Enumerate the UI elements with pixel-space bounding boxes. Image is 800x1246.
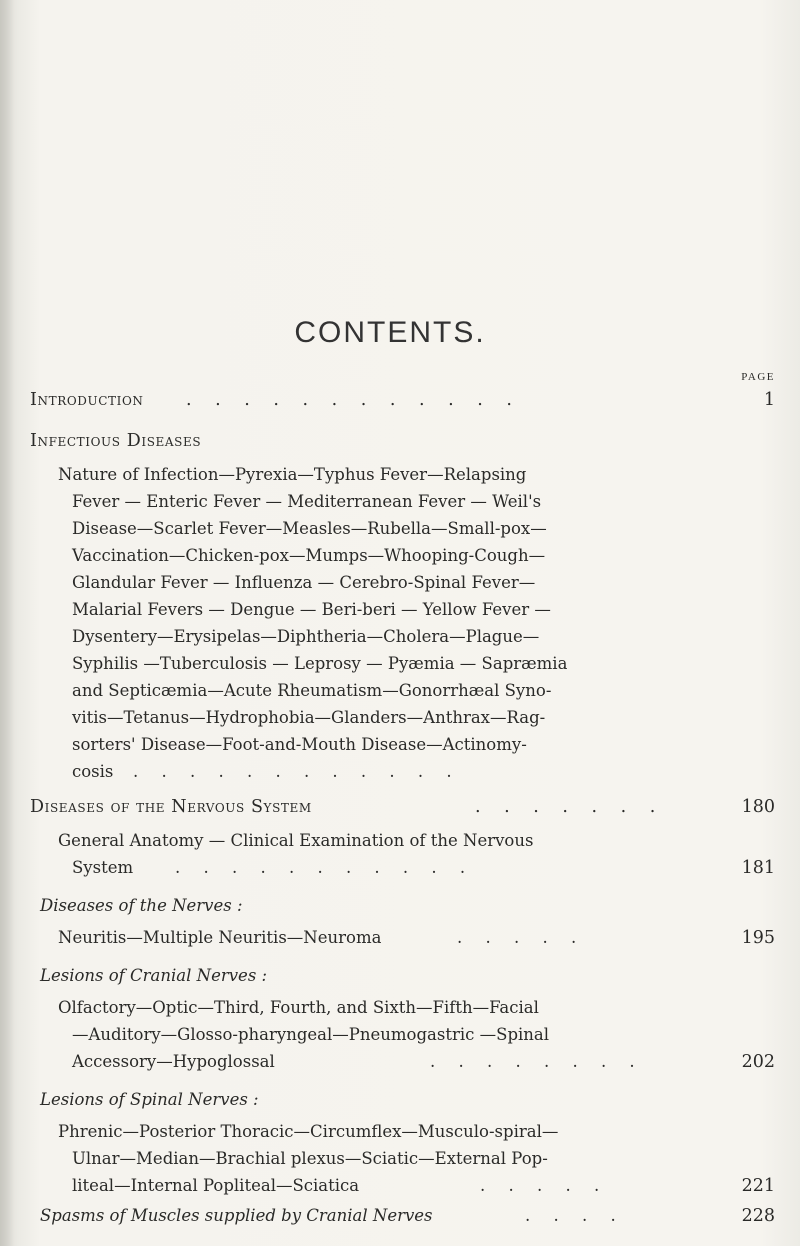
toc-text-line: liteal—Internal Popliteal—Sciatica xyxy=(72,1176,360,1195)
toc-subheading-spinal-nerves[interactable]: Lesions of Spinal Nerves : xyxy=(40,1090,259,1109)
page-number-introduction: 1 xyxy=(763,390,775,410)
leader-dots: . . . . . . . . . . . . xyxy=(186,390,521,410)
page-number-cranial-nerves: 202 xyxy=(741,1052,775,1072)
toc-subheading-cranial-nerves[interactable]: Lesions of Cranial Nerves : xyxy=(40,966,268,985)
toc-text-line: Ulnar—Median—Brachial plexus—Sciatic—External Pop- xyxy=(72,1149,548,1168)
toc-text-line: Disease—Scarlet Fever—Measles—Rubella—Small-pox— xyxy=(72,519,547,538)
page-number-spinal-nerves: 221 xyxy=(741,1176,775,1196)
leader-dots: . . . . . . . . . . . xyxy=(175,858,475,877)
page-number-nervous-system: 180 xyxy=(741,797,775,817)
toc-text-line: Olfactory—Optic—Third, Fourth, and Sixth—Fifth—Facial xyxy=(58,998,539,1017)
page-binding-shadow xyxy=(0,0,14,1246)
toc-text-line: System xyxy=(72,858,134,877)
toc-subheading-nerves[interactable]: Diseases of the Nerves : xyxy=(40,896,243,915)
toc-text-line: and Septicæmia—Acute Rheumatism—Gonorrhæal Syno- xyxy=(72,681,552,700)
page-title: CONTENTS. xyxy=(294,316,486,349)
toc-text-line: Malarial Fevers — Dengue — Beri-beri — Yellow Fever — xyxy=(72,600,551,619)
toc-text-line: Nature of Infection—Pyrexia—Typhus Fever—Relapsing xyxy=(58,465,527,484)
toc-heading-introduction[interactable]: Introduction xyxy=(30,390,144,410)
page-number-general-anatomy: 181 xyxy=(741,858,775,878)
page-column-label: PAGE xyxy=(741,371,775,383)
toc-heading-infectious-diseases[interactable]: Infectious Diseases xyxy=(30,431,202,451)
toc-text-line: cosis xyxy=(72,762,114,781)
leader-dots: . . . . . xyxy=(480,1176,609,1195)
toc-text-line: Phrenic—Posterior Thoracic—Circumflex—Musculo-spiral— xyxy=(58,1122,559,1141)
leader-dots: . . . . xyxy=(525,1206,625,1225)
leader-dots: . . . . . xyxy=(457,928,586,947)
page-number-nerves: 195 xyxy=(741,928,775,948)
toc-text-line: sorters' Disease—Foot-and-Mouth Disease—Actinomy- xyxy=(72,735,527,754)
toc-text-line: Fever — Enteric Fever — Mediterranean Fever — Weil's xyxy=(72,492,542,511)
toc-text-line: —Auditory—Glosso-pharyngeal—Pneumogastric —Spinal xyxy=(72,1025,550,1044)
toc-text-line: General Anatomy — Clinical Examination of the Nervous xyxy=(58,831,534,850)
toc-text-line: vitis—Tetanus—Hydrophobia—Glanders—Anthrax—Rag- xyxy=(72,708,546,727)
toc-subheading-spasms[interactable]: Spasms of Muscles supplied by Cranial Nerves xyxy=(40,1206,433,1225)
toc-text-line: Accessory—Hypoglossal xyxy=(72,1052,275,1071)
toc-text-line: Neuritis—Multiple Neuritis—Neuroma xyxy=(58,928,382,947)
leader-dots: . . . . . . . . . . . . xyxy=(133,762,461,781)
toc-text-line: Dysentery—Erysipelas—Diphtheria—Cholera—Plague— xyxy=(72,627,540,646)
page-number-spasms: 228 xyxy=(741,1206,775,1226)
leader-dots: . . . . . . . . xyxy=(430,1052,644,1071)
toc-text-line: Syphilis —Tuberculosis — Leprosy — Pyæmia — Sapræmia xyxy=(72,654,568,673)
toc-text-line: Vaccination—Chicken-pox—Mumps—Whooping-Cough— xyxy=(72,546,546,565)
leader-dots: . . . . . . . xyxy=(475,797,665,817)
toc-heading-nervous-system[interactable]: Diseases of the Nervous System xyxy=(30,797,312,817)
toc-text-line: Glandular Fever — Influenza — Cerebro-Spinal Fever— xyxy=(72,573,536,592)
